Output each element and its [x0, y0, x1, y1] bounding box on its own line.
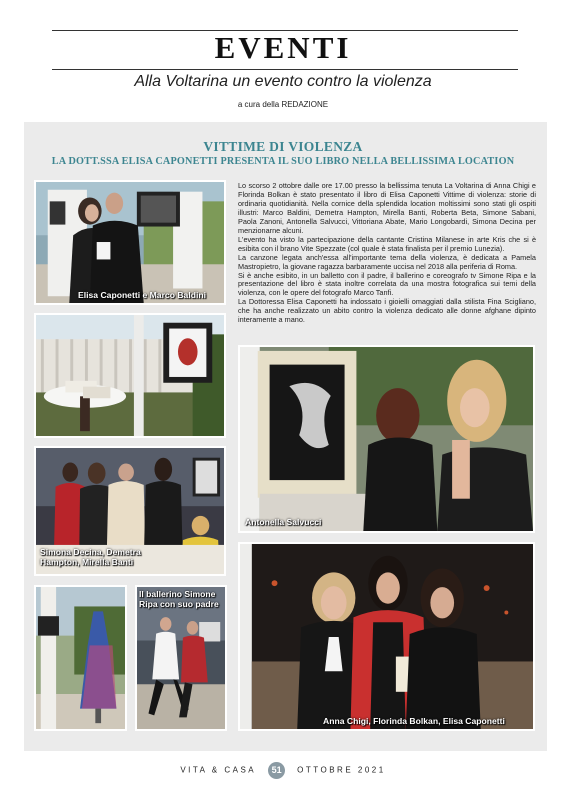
- photo-caption: Anna Chigi, Florinda Bolkan, Elisa Caponetti: [323, 716, 505, 726]
- photo-chigi-bolkan-caponetti: [238, 542, 535, 731]
- issue-date: OTTOBRE 2021: [297, 765, 386, 775]
- photo-illustration: [36, 587, 125, 729]
- article-body: [238, 182, 536, 325]
- photo-illustration: [36, 182, 224, 303]
- title-rule: [52, 69, 518, 70]
- byline: a cura della REDAZIONE: [237, 100, 329, 109]
- paragraph: L'evento ha visto la partecipazione della cantante Cristina Milanese in arte Kris che si è esibita con il brano Vite Spezzate (col quale è stata finalista per il premio Lunezia).: [238, 234, 536, 253]
- article-subheading: LA DOTT.SSA ELISA CAPONETTI PRESENTA IL SUO LIBRO NELLA BELLISSIMA LOCATION: [51, 156, 515, 167]
- photo-salvucci: [238, 345, 535, 533]
- page-footer: [0, 762, 566, 779]
- page-number: 51: [268, 762, 285, 779]
- photo-illustration: [36, 315, 224, 436]
- photo-caponetti-baldini: [34, 180, 226, 305]
- paragraph: Si è anche esibito, in un balletto con il padre, il ballerino e coreografo tv Simone Ripa e la presentazione del libro è stata inoltre correlata da una mostra fotografica sui temi della violenza, con le opere del fotografo Marco Tanfi.: [238, 270, 536, 298]
- photo-book-table: [34, 313, 226, 438]
- paragraph: Lo scorso 2 ottobre dalle ore 17.00 presso la bellissima tenuta La Voltarina di Anna Chigi e Florinda Bolkan è stato presentato il libro di Elisa Caponetti Vittime di violenza: storie di ordinaria quotidianità. Nella cornice della splendida location moltissimi sono stati gli ospiti illustri: Marco Baldini, Demetra Hampton, Mirella Banti, Roberta Beta, Simone Sabani, Paola Zanoni, Antonella Salvucci, Vittoriana Abate, Mario Longobardi, Simona Decina per menzionarne alcuni.: [238, 181, 536, 235]
- article-heading: VITTIME DI VIOLENZA: [203, 139, 363, 154]
- paragraph: La Dottoressa Elisa Caponetti ha indossato i gioielli omaggiati dalla stilista Fina Scigliano, che ha anche realizzato un abito contro la violenza dedicato alle donne afghane dipinto interamente a mano.: [238, 297, 536, 325]
- photo-caption: Antonella Salvucci: [245, 517, 322, 527]
- magazine-name: VITA & CASA: [180, 765, 257, 775]
- photo-caption: Elisa Caponetti e Marco Baldini: [78, 290, 206, 300]
- article-subtitle: Alla Voltarina un evento contro la violenza: [134, 73, 432, 90]
- photo-illustration: [240, 544, 533, 729]
- photo-illustration: [240, 347, 533, 531]
- paragraph: La canzone legata anch'essa all'importante tema della violenza, è dedicata a Pamela Mastropietro, la giovane ragazza barbaramente uccisa nel 2018 alla periferia di Roma.: [238, 252, 536, 271]
- photo-caption: Il ballerino Simone Ripa con suo padre: [139, 589, 219, 609]
- photo-caption: Simona Decina, Demetra Hampton, Mirella Banti: [40, 547, 141, 567]
- section-title: EVENTI: [214, 30, 352, 65]
- photo-painted-dress: [34, 585, 127, 731]
